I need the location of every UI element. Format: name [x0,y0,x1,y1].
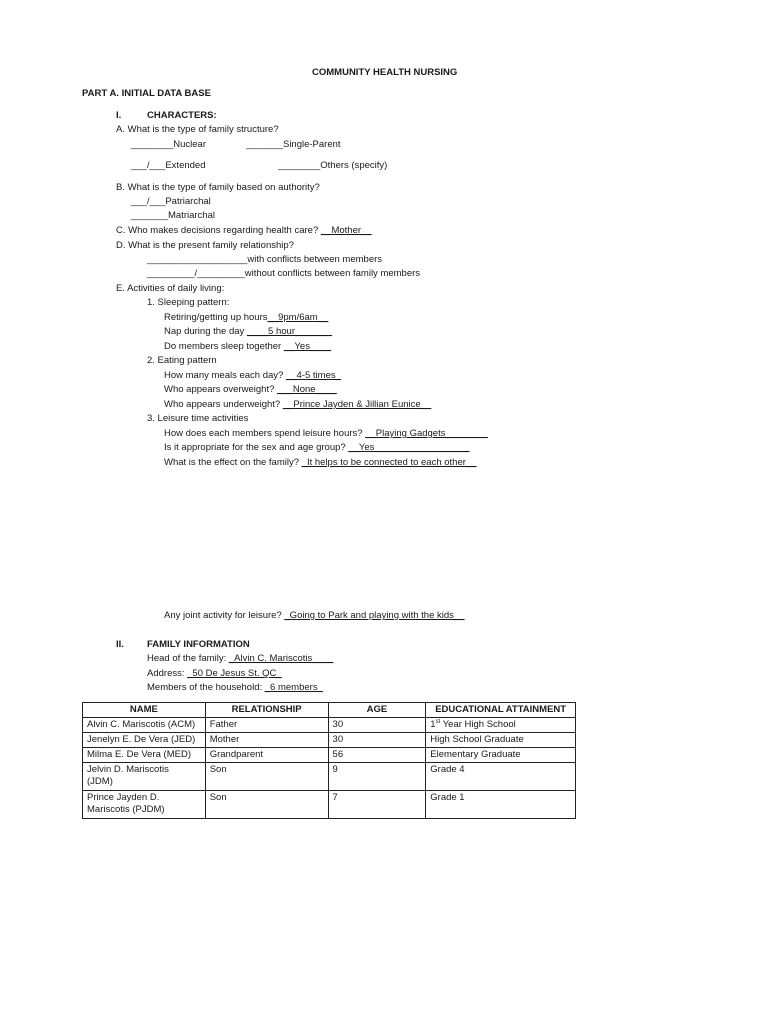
option-single-parent: _______Single-Parent [246,139,341,150]
sleep-retiring-a: __9pm/6am__ [267,312,329,323]
cell-relationship: Grandparent [205,748,328,763]
document-title: COMMUNITY HEALTH NURSING [312,67,458,78]
sleep-together [164,341,331,353]
name-line-2: (JDM) [87,776,113,787]
name-line-2: Mariscotis (PJDM) [87,804,165,815]
cell-relationship: Son [205,791,328,819]
question-e: E. Activities of daily living: [116,283,225,294]
leisure-spend-a: __Playing Gadgets________ [365,428,488,439]
cell-age: 56 [328,748,426,763]
question-a: A. What is the type of family structure? [116,124,279,135]
cell-relationship: Son [205,763,328,791]
question-b: B. What is the type of family based on authority? [116,182,320,193]
table-row [83,748,576,763]
leisure-effect-q: What is the effect on the family? [164,457,302,468]
eat-overweight [164,384,337,396]
sleep-nap-q: Nap during the day [164,326,247,337]
eat-overweight-a: ___None____ [277,384,337,395]
family-members-table [82,702,576,819]
sleep-nap-a: ____5 hour_______ [246,326,332,337]
cell-relationship: Mother [205,733,328,748]
cell-age: 30 [328,718,426,733]
household-members [147,682,323,694]
section2-heading: FAMILY INFORMATION [147,639,250,650]
option-others: ________Others (specify) [278,160,388,171]
cell-age: 9 [328,763,426,791]
cell-education [426,718,576,733]
cell-education: High School Graduate [426,733,576,748]
section1-heading: CHARACTERS: [147,110,217,121]
question-d: D. What is the present family relationship? [116,240,294,251]
table-row [83,718,576,733]
cell-name [83,791,206,819]
leisure-appropriate [164,442,470,454]
header-relationship: RELATIONSHIP [205,703,328,718]
table-row [83,733,576,748]
eat-underweight-q: Who appears underweight? [164,399,283,410]
head-of-family [147,653,333,665]
leisure-heading: 3. Leisure time activities [147,413,249,424]
answer-c: __Mother__ [320,225,372,236]
sleep-together-q: Do members sleep together [164,341,284,352]
option-nuclear: ________Nuclear [131,139,207,150]
eat-underweight [164,399,431,411]
household-members-a: _6 members_ [264,682,323,693]
header-educational-attainment: EDUCATIONAL ATTAINMENT [426,703,576,718]
eat-underweight-a: __Prince Jayden & Jillian Eunice__ [282,399,432,410]
leisure-appropriate-a: __Yes__________________ [348,442,470,453]
address-a: _50 De Jesus St. QC_ [187,668,282,679]
edu-text: Year High School [440,719,516,730]
section2-numeral: II. [116,639,124,650]
cell-age: 30 [328,733,426,748]
option-without-conflicts: _________/_________without conflicts between family members [147,268,421,279]
cell-name [83,763,206,791]
header-age: AGE [328,703,426,718]
cell-name: Jenelyn E. De Vera (JED) [83,733,206,748]
eat-overweight-q: Who appears overweight? [164,384,278,395]
household-members-q: Members of the household: [147,682,265,693]
table-header-row [83,703,576,718]
cell-name: Milma E. De Vera (MED) [83,748,206,763]
eat-heading: 2. Eating pattern [147,355,217,366]
head-of-family-a: _Alvin C. Mariscotis____ [228,653,334,664]
sleep-retiring-q: Retiring/getting up hours [164,312,268,323]
leisure-spend [164,428,488,440]
edu-superscript: st [435,718,441,725]
table-row [83,763,576,791]
option-with-conflicts: ___________________with conflicts between members [147,254,383,265]
sleep-retiring [164,312,328,324]
cell-age: 7 [328,791,426,819]
question-c-text: C. Who makes decisions regarding health care? [116,225,321,236]
cell-education: Grade 1 [426,791,576,819]
sleep-nap [164,326,332,338]
part-title: PART A. INITIAL DATA BASE [82,88,211,99]
leisure-appropriate-q: Is it appropriate for the sex and age group? [164,442,349,453]
leisure-effect-a: _It helps to be connected to each other__ [301,457,477,468]
joint-activity [164,610,464,622]
cell-education: Grade 4 [426,763,576,791]
section1-numeral: I. [116,110,122,121]
option-matriarchal: _______Matriarchal [131,210,215,221]
header-name: NAME [83,703,206,718]
option-extended: ___/___Extended [131,160,206,171]
cell-education: Elementary Graduate [426,748,576,763]
name-line-1: Prince Jayden D. [87,792,160,803]
eat-meals-a: __4-5 times_ [285,370,341,381]
sleep-together-a: __Yes____ [283,341,332,352]
sleep-heading: 1. Sleeping pattern: [147,297,230,308]
cell-relationship: Father [205,718,328,733]
leisure-spend-q: How does each members spend leisure hours? [164,428,366,439]
edu-sup-num: 1 [430,719,436,730]
table-row [83,791,576,819]
eat-meals-q: How many meals each day? [164,370,286,381]
head-of-family-q: Head of the family: [147,653,229,664]
name-line-1: Jelvin D. Mariscotis [87,764,169,775]
joint-activity-q: Any joint activity for leisure? [164,610,285,621]
address [147,668,282,680]
option-patriarchal: ___/___Patriarchal [131,196,211,207]
joint-activity-a: _Going to Park and playing with the kids__ [284,610,465,621]
eat-meals [164,370,341,382]
address-q: Address: [147,668,188,679]
leisure-effect [164,457,476,469]
cell-name: Alvin C. Mariscotis (ACM) [83,718,206,733]
question-c [116,225,372,237]
